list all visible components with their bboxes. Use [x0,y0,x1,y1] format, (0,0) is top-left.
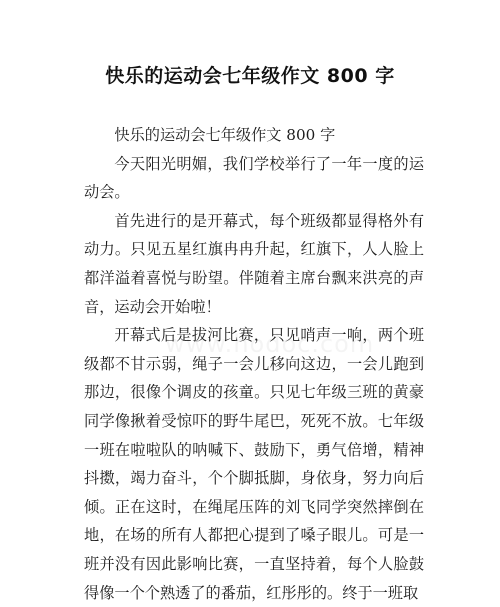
paragraph-subtitle: 快乐的运动会七年级作文 800 字 [114,126,336,144]
document-title: 快乐的运动会七年级作文 800 字 [105,65,395,87]
paragraph-opening-ceremony: 首先进行的是开幕式，每个班级都显得格外有动力。只见五星红旗冉冉升起，红旗下，人人脸上都洋溢着喜悦与盼望。伴随着主席台飘来洪亮的声音，运动会开始啦！ [84,211,424,316]
document-body [84,121,424,607]
paragraph-intro: 今天阳光明媚，我们学校举行了一年一度的运动会。 [84,154,424,202]
paragraph-tug-of-war: 开幕式后是拔河比赛，只见哨声一响，两个班级都不甘示弱，绳子一会儿移向这边，一会儿跑到那边，很像个调皮的孩童。只见七年级三班的黄豪同学像揪着受惊吓的野牛尾巴，死死不放。七年级一班在啦啦队的呐喊下、鼓励下，勇气倍增，精神抖擞，竭力奋斗，个个脚抵脚，身依身，努力向后倾。正在这时，在绳尾压阵的刘飞同学突然摔倒在地，在场的所有人都把心提到了嗓子眼儿。可是一班并没有因此影响比赛，一直坚持着，每个人脸鼓得像一个个熟透了的番茄，红彤彤的。终于一班取 [84,326,424,602]
